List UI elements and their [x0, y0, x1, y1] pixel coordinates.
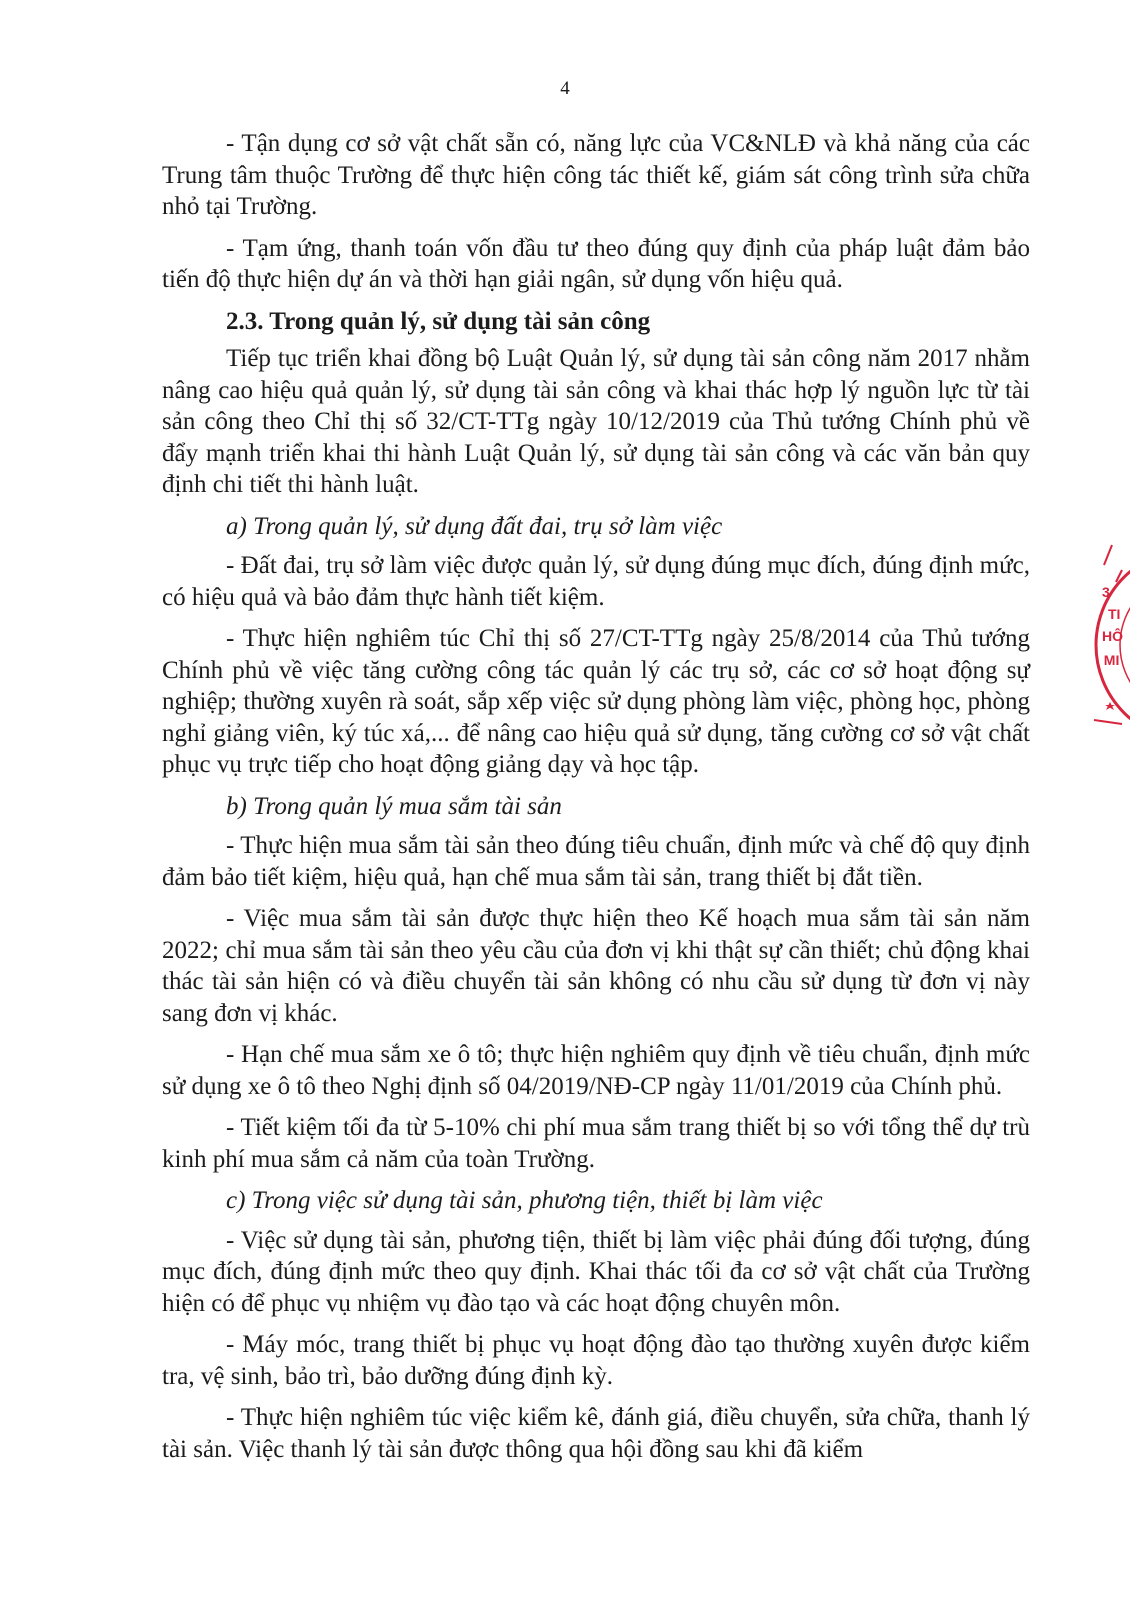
paragraph-vehicles: - Hạn chế mua sắm xe ô tô; thực hiện nghiêm quy định về tiêu chuẩn, định mức sử dụng xe ô tô theo Nghị định số 04/2019/NĐ-CP ngày 11/01/2019 của Chính phủ. — [162, 1041, 1030, 1100]
stamp-fragment: TI — [1108, 606, 1121, 622]
paragraph-facilities: - Tận dụng cơ sở vật chất sẵn có, năng lực của VC&NLĐ và khả năng của các Trung tâm thuộc Trường để thực hiện công tác thiết kế, giám sát công trình sửa chữa nhỏ tại Trường. — [162, 130, 1030, 220]
stamp-fragment: 3 — [1102, 584, 1110, 600]
paragraph-advance-payment: - Tạm ứng, thanh toán vốn đầu tư theo đúng quy định của pháp luật đảm bảo tiến độ thực hiện dự án và thời hạn giải ngân, sử dụng vốn hiệu quả. — [162, 234, 1030, 293]
paragraph-savings: - Tiết kiệm tối đa từ 5-10% chi phí mua sắm trang thiết bị so với tổng thể dự trù kinh phí mua sắm cả năm của toàn Trường. — [162, 1114, 1030, 1173]
paragraph-inventory: - Thực hiện nghiêm túc việc kiểm kê, đánh giá, điều chuyển, sửa chữa, thanh lý tài sản. Việc thanh lý tài sản được thông qua hội đồng sau khi đã kiểm — [162, 1404, 1030, 1463]
paragraph-directive-27: - Thực hiện nghiêm túc Chỉ thị số 27/CT-TTg ngày 25/8/2014 của Thủ tướng Chính phủ về việc tăng cường công tác quản lý các trụ sở, các cơ sở hoạt động sự nghiệp; thường xuyên rà soát, sắp xếp việc sử dụng phòng làm việc, phòng học, phòng nghỉ giảng viên, ký túc xá,... để nâng cao hiệu quả sử dụng, tăng cường cơ sở vật chất phục vụ trực tiếp cho hoạt động giảng dạy và học tập. — [162, 625, 1030, 778]
page-number: 4 — [560, 78, 570, 99]
stamp-fragment: HÔ — [1102, 628, 1123, 644]
document-body — [162, 128, 1030, 1475]
paragraph-land-use: - Đất đai, trụ sở làm việc được quản lý, sử dụng đúng mục đích, đúng định mức, có hiệu quả và bảo đảm thực hành tiết kiệm. — [162, 552, 1030, 611]
section-heading-2-3: 2.3. Trong quản lý, sử dụng tài sản công — [226, 307, 651, 335]
paragraph-public-assets-intro: Tiếp tục triển khai đồng bộ Luật Quản lý, sử dụng tài sản công năm 2017 nhằm nâng cao hiệu quả quản lý, sử dụng tài sản công và khai thác hợp lý nguồn lực từ tài sản công theo Chỉ thị số 32/CT-TTg ngày 10/12/2019 của Thủ tướng Chính phủ về đẩy mạnh triển khai thi hành Luật Quản lý, sử dụng tài sản công và các văn bản quy định chi tiết thi hành luật. — [162, 345, 1030, 498]
seal-ring-icon — [1082, 540, 1130, 750]
paragraph-procurement-plan: - Việc mua sắm tài sản được thực hiện theo Kế hoạch mua sắm tài sản năm 2022; chỉ mua sắm tài sản theo yêu cầu của đơn vị khi thật sự cần thiết; chủ động khai thác tài sản hiện có và điều chuyển tài sản không có nhu cầu sử dụng từ đơn vị này sang đơn vị khác. — [162, 905, 1030, 1027]
subheading-b: b) Trong quản lý mua sắm tài sản — [226, 792, 562, 820]
paragraph-procurement-standards: - Thực hiện mua sắm tài sản theo đúng tiêu chuẩn, định mức và chế độ quy định đảm bảo tiết kiệm, hiệu quả, hạn chế mua sắm tài sản, trang thiết bị đắt tiền. — [162, 832, 1030, 891]
subheading-a: a) Trong quản lý, sử dụng đất đai, trụ sở làm việc — [226, 512, 723, 540]
red-seal-stamp — [1082, 540, 1130, 750]
stamp-fragment: , MI — [1096, 652, 1120, 668]
paragraph-asset-usage: - Việc sử dụng tài sản, phương tiện, thiết bị làm việc phải đúng đối tượng, đúng mục đích, đúng định mức theo quy định. Khai thác tối đa cơ sở vật chất của Trường hiện có để phục vụ nhiệm vụ đào tạo và các hoạt động chuyên môn. — [162, 1226, 1030, 1317]
subheading-c: c) Trong việc sử dụng tài sản, phương tiện, thiết bị làm việc — [226, 1187, 823, 1214]
paragraph-maintenance: - Máy móc, trang thiết bị phục vụ hoạt động đào tạo thường xuyên được kiểm tra, vệ sinh, bảo trì, bảo dưỡng đúng định kỳ. — [162, 1331, 1030, 1390]
